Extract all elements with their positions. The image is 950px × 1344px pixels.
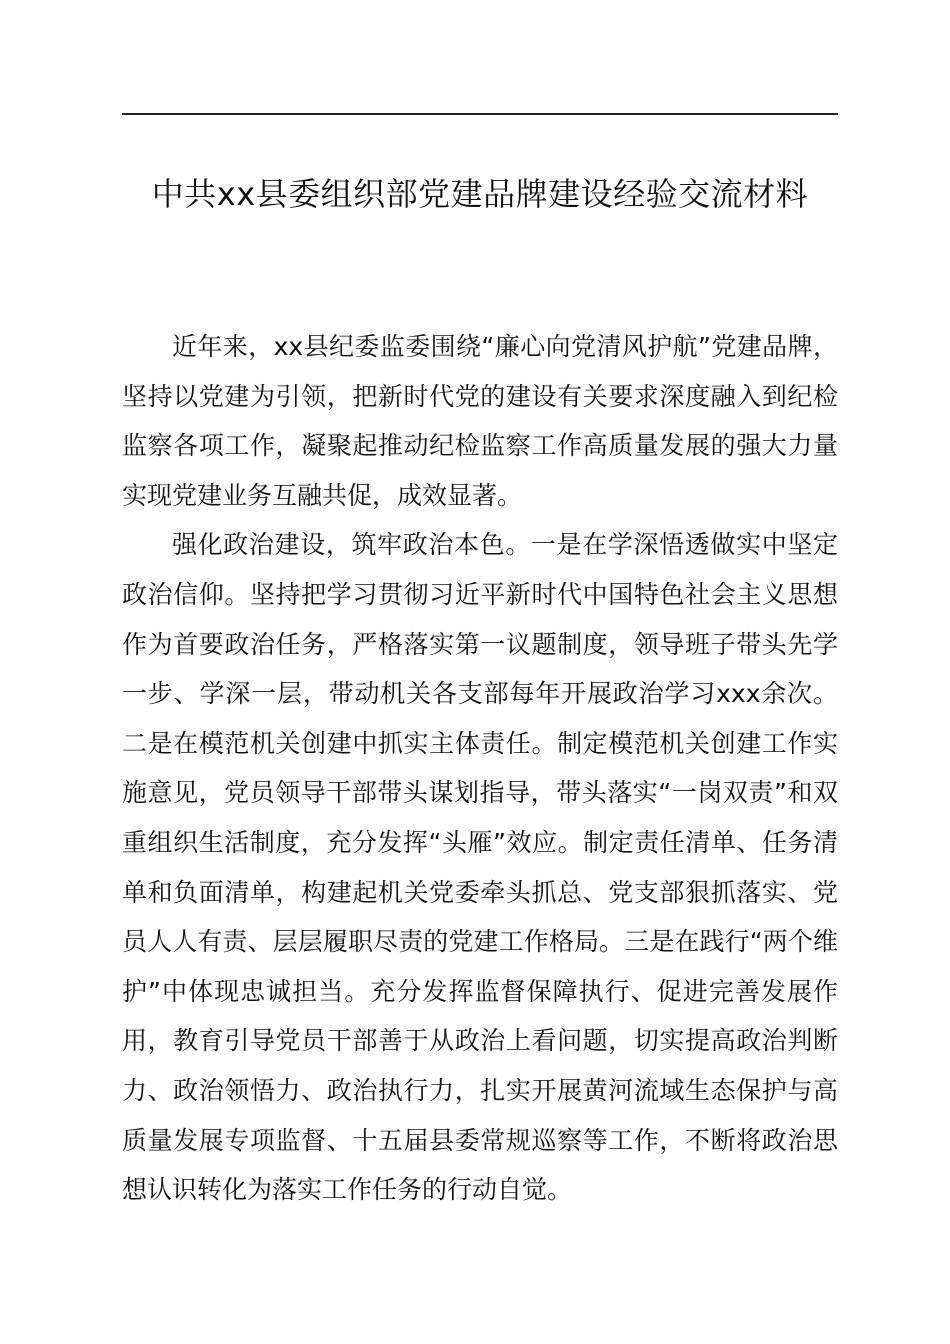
- document-body: [122, 322, 838, 1215]
- document-title: 中共xx县委组织部党建品牌建设经验交流材料: [151, 175, 809, 213]
- paragraph-political-building: 强化政治建设，筑牢政治本色。一是在学深悟透做实中坚定政治信仰。坚持把学习贯彻习近平新时代中国特色社会主义思想作为首要政治任务，严格落实第一议题制度，领导班子带头先学一步、学深一层，带动机关各支部每年开展政治学习xxx余次。二是在模范机关创建中抓实主体责任。制定模范机关创建工作实施意见，党员领导干部带头谋划指导，带头落实“一岗双责”和双重组织生活制度，充分发挥“头雁”效应。制定责任清单、任务清单和负面清单，构建起机关党委牵头抓总、党支部狠抓落实、党员人人有责、层层履职尽责的党建工作格局。三是在践行“两个维护”中体现忠诚担当。充分发挥监督保障执行、促进完善发展作用，教育引导党员干部善于从政治上看问题，切实提高政治判断力、政治领悟力、政治执行力，扎实开展黄河流域生态保护与高质量发展专项监督、十五届县委常规巡察等工作，不断将政治思想认识转化为落实工作任务的行动自觉。: [122, 530, 838, 1205]
- paragraph-intro: 近年来，xx县纪委监委围绕“廉心向党清风护航”党建品牌，坚持以党建为引领，把新时代党的建设有关要求深度融入到纪检监察各项工作，凝聚起推动纪检监察工作高质量发展的强大力量实现党建业务互融共促，成效显著。: [122, 332, 838, 510]
- header-rule: [122, 113, 838, 115]
